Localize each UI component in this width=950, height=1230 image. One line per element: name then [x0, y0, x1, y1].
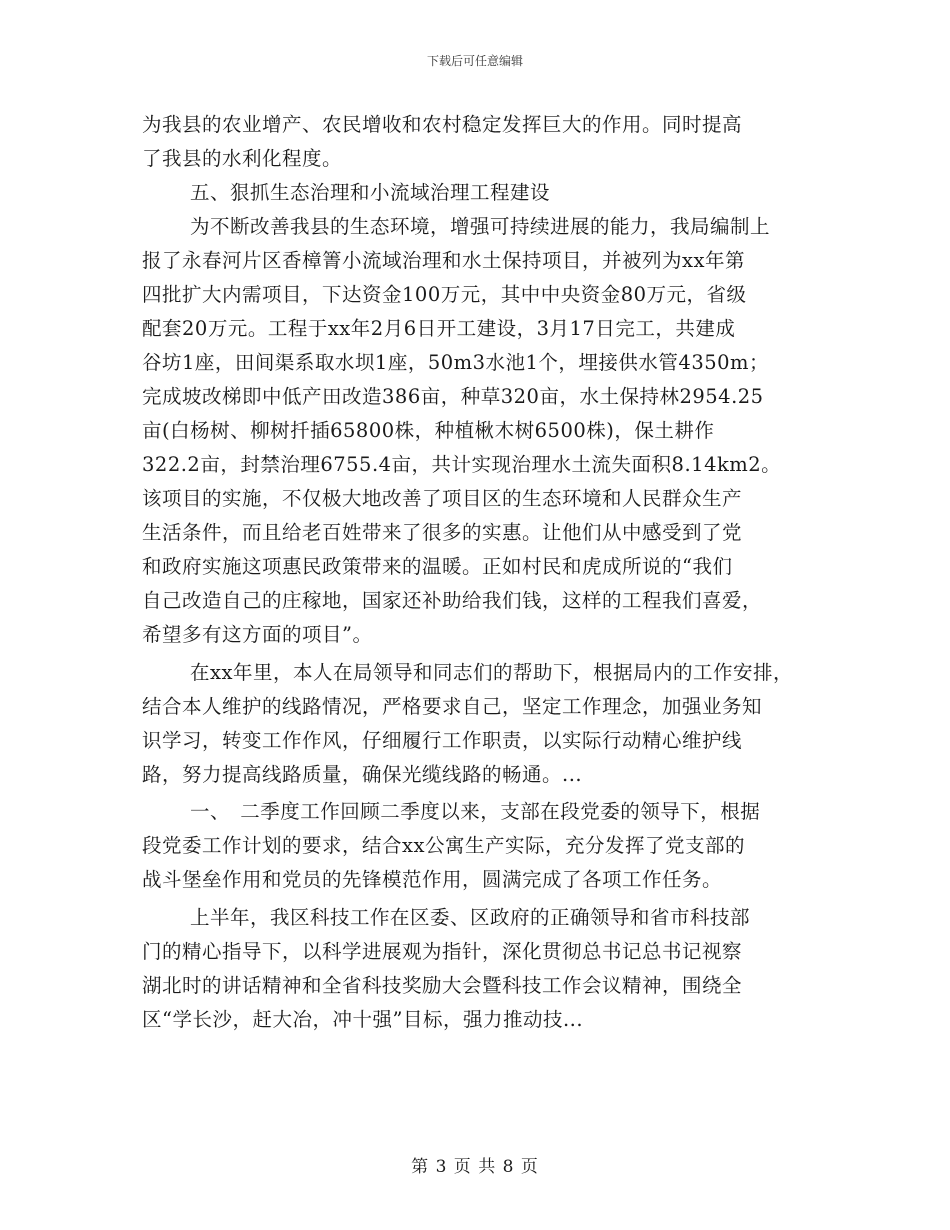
text-line: 亩(白杨树、柳树扦插65800株，种植楸木树6500株)，保土耕作: [142, 419, 715, 442]
text-line: 完成坡改梯即中低产田改造386亩，种草320亩，水土保持林2954.25: [142, 385, 764, 408]
text-line: 门的精心指导下，以科学进展观为指针，深化贯彻总书记总书记视察: [142, 939, 743, 963]
text-line: 识学习，转变工作作风，仔细履行工作职责，以实际行动精心维护线: [142, 728, 743, 752]
text-line: 为不断改善我县的生态环境，增强可持续进展的能力，我局编制上: [190, 215, 771, 238]
text-line: 四批扩大内需项目，下达资金100万元，其中中央资金80万元，省级: [142, 283, 747, 306]
text-line: 了我县的水利化程度。: [142, 147, 343, 170]
text-line: 和政府实施这项惠民政策带来的温暖。正如村民和虎成所说的“我们: [142, 555, 733, 578]
text-line: 322.2亩，封禁治理6755.4亩，共计实现治理水土流失面积8.14km2。: [142, 453, 782, 476]
text-line: 谷坊1座，田间渠系取水坝1座，50m3水池1个，埋接供水管4350m；: [142, 351, 770, 374]
text-line: 上半年，我区科技工作在区委、区政府的正确领导和省市科技部: [190, 905, 751, 929]
document-body: [142, 108, 808, 1037]
text-line: 战斗堡垒作用和党员的先锋模范作用，圆满完成了各项工作任务。: [142, 868, 723, 891]
page-number: 第 3 页 共 8 页: [411, 1157, 539, 1177]
text-line: 配套20万元。工程于xx年2月6日开工建设，3月17日完工，共建成: [142, 317, 736, 340]
text-line: 生活条件，而且给老百姓带来了很多的实惠。让他们从中感受到了党: [142, 521, 743, 544]
text-line: 该项目的实施，不仅极大地改善了项目区的生态环境和人民群众生产: [142, 487, 743, 510]
text-line: 自己改造自己的庄稼地，国家还补助给我们钱，这样的工程我们喜爱，: [142, 589, 763, 612]
text-line: 段党委工作计划的要求，结合xx公寓生产实际，充分发挥了党支部的: [142, 834, 745, 857]
text-line: 湖北时的讲话精神和全省科技奖励大会暨科技工作会议精神，围绕全: [142, 973, 743, 997]
text-line: 为我县的农业增产、农民增收和农村稳定发挥巨大的作用。同时提高: [142, 113, 743, 136]
text-line: 结合本人维护的线路情况，严格要求自己，坚定工作理念，加强业务知: [142, 694, 763, 718]
text-line: 路，努力提高线路质量，确保光缆线路的畅通。...: [142, 762, 583, 786]
section-heading: 五、狠抓生态治理和小流域治理工程建设: [190, 181, 551, 204]
text-line: 报了永春河片区香樟箐小流域治理和水土保持项目，并被列为xx年第: [142, 249, 745, 272]
text-line: 区“学长沙，赶大冶，冲十强”目标，强力推动技...: [142, 1007, 584, 1031]
text-line: 希望多有这方面的项目”。: [142, 623, 373, 646]
text-line: 在xx年里，本人在局领导和同志们的帮助下，根据局内的工作安排，: [190, 660, 793, 684]
page-header-note: 下载后可任意编辑: [426, 54, 523, 68]
text-line: 一、 二季度工作回顾二季度以来，支部在段党委的领导下，根据: [190, 800, 761, 823]
